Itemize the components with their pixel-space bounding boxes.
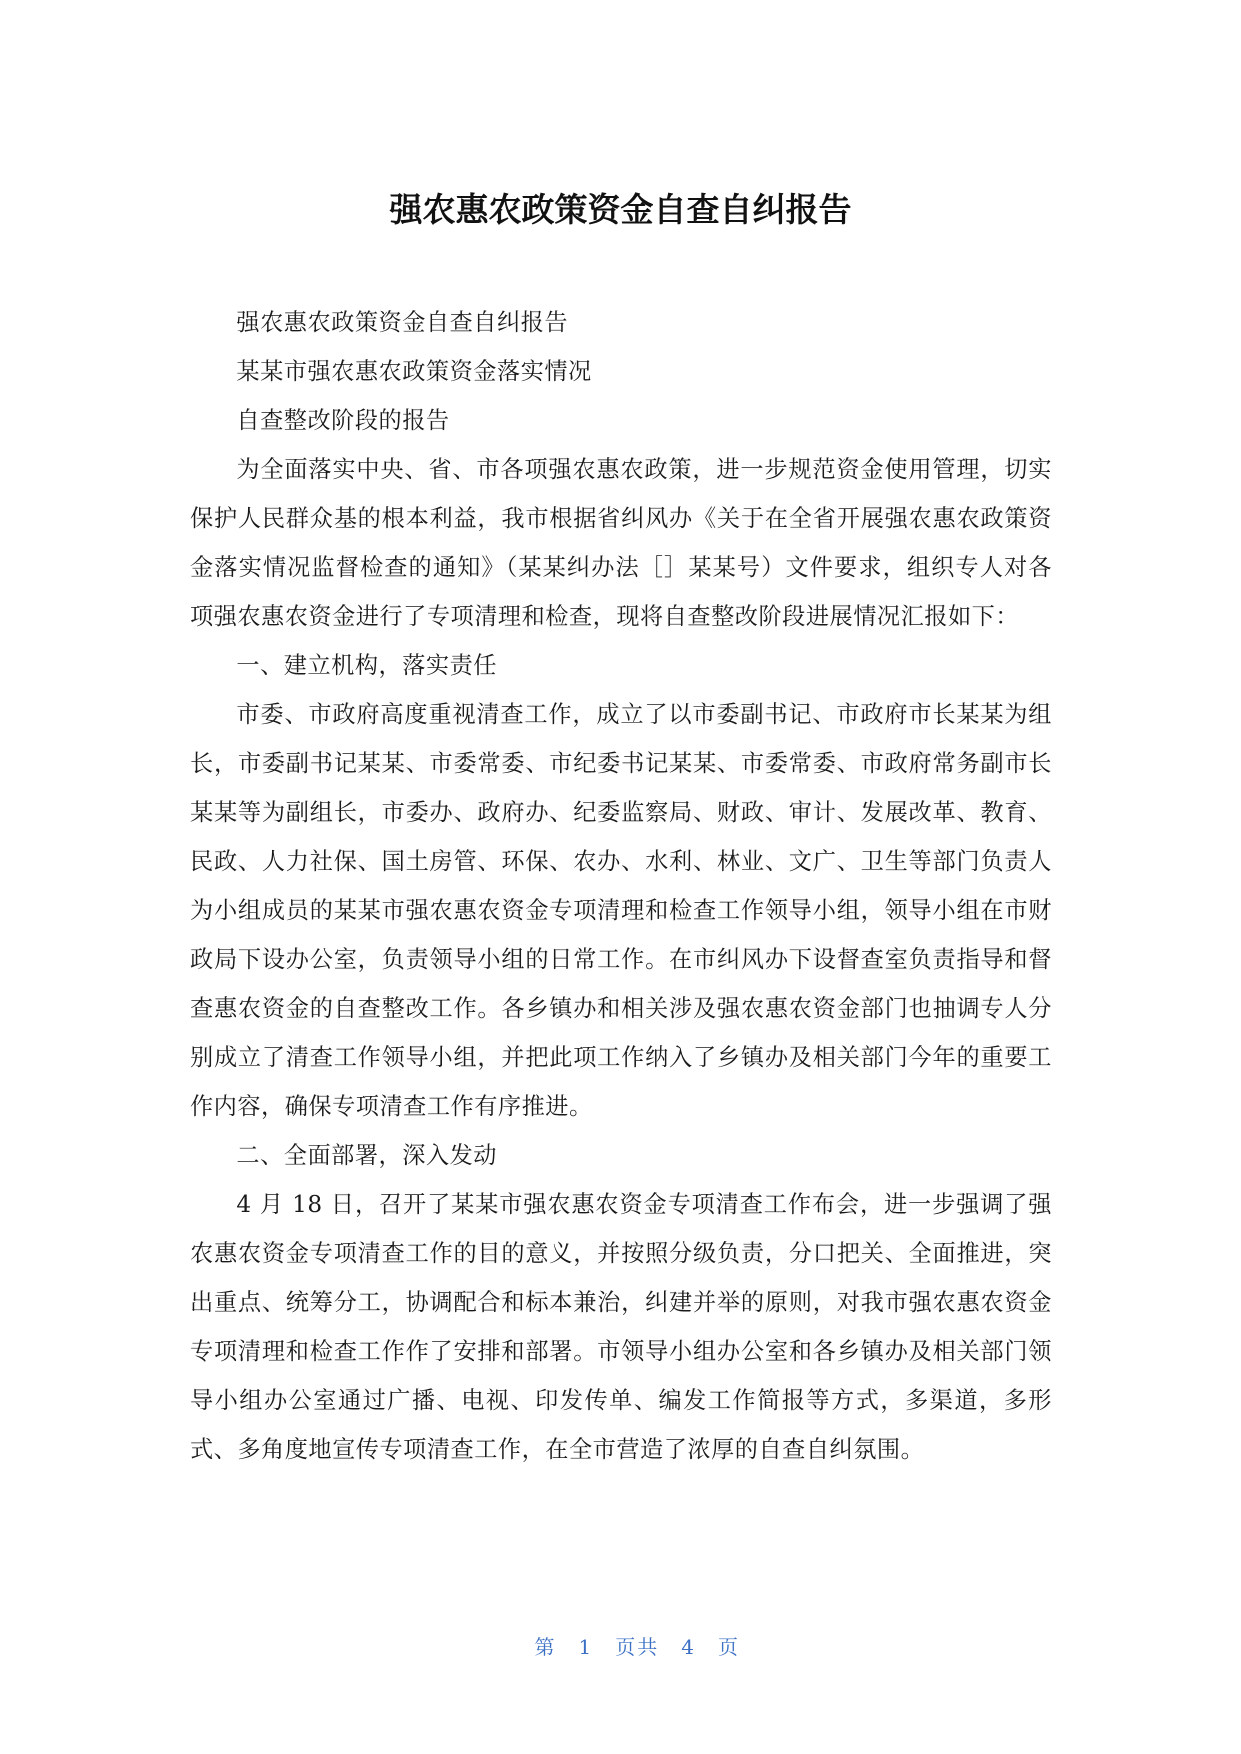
- paragraph-intro: 为全面落实中央、省、市各项强农惠农政策，进一步规范资金使用管理，切实保护人民群众基的根本利益，我市根据省纠风办《关于在全省开展强农惠农政策资金落实情况监督检查的通知》（某某纠办法［］某某号）文件要求，组织专人对各项强农惠农资金进行了专项清理和检查，现将自查整改阶段进展情况汇报如下：: [190, 456, 1052, 630]
- paragraph-subtitle: 强农惠农政策资金自查自纠报告: [236, 309, 569, 336]
- footer-total-pages: 4: [681, 1635, 696, 1659]
- footer-suffix: 页: [717, 1635, 740, 1659]
- paragraph-subject: 某某市强农惠农政策资金落实情况: [236, 358, 592, 385]
- document-title: 强农惠农政策资金自查自纠报告: [389, 190, 852, 229]
- paragraph-stage: 自查整改阶段的报告: [236, 407, 450, 434]
- section-heading-1: 一、建立机构，落实责任: [236, 652, 497, 679]
- footer-prefix: 第: [534, 1635, 557, 1659]
- page-number-footer: [0, 1607, 1241, 1684]
- footer-middle: 页共: [615, 1635, 660, 1659]
- footer-current-page: 1: [578, 1635, 594, 1659]
- document-body: [190, 298, 1052, 1474]
- paragraph-section-2: 4 月 18 日，召开了某某市强农惠农资金专项清查工作布会，进一步强调了强农惠农资金专项清查工作的目的意义，并按照分级负责，分口把关、全面推进，突出重点、统筹分工，协调配合和标本兼治，纠建并举的原则，对我市强农惠农资金专项清理和检查工作作了安排和部署。市领导小组办公室和各乡镇办及相关部门领导小组办公室通过广播、电视、印发传单、编发工作简报等方式，多渠道，多形式、多角度地宣传专项清查工作，在全市营造了浓厚的自查自纠氛围。: [190, 1191, 1052, 1463]
- section-heading-2: 二、全面部署，深入发动: [236, 1142, 497, 1169]
- paragraph-section-1: 市委、市政府高度重视清查工作，成立了以市委副书记、市政府市长某某为组长，市委副书记某某、市委常委、市纪委书记某某、市委常委、市政府常务副市长某某等为副组长，市委办、政府办、纪委监察局、财政、审计、发展改革、教育、民政、人力社保、国土房管、环保、农办、水利、林业、文广、卫生等部门负责人为小组成员的某某市强农惠农资金专项清理和检查工作领导小组，领导小组在市财政局下设办公室，负责领导小组的日常工作。在市纠风办下设督查室负责指导和督查惠农资金的自查整改工作。各乡镇办和相关涉及强农惠农资金部门也抽调专人分别成立了清查工作领导小组，并把此项工作纳入了乡镇办及相关部门今年的重要工作内容，确保专项清查工作有序推进。: [190, 701, 1052, 1120]
